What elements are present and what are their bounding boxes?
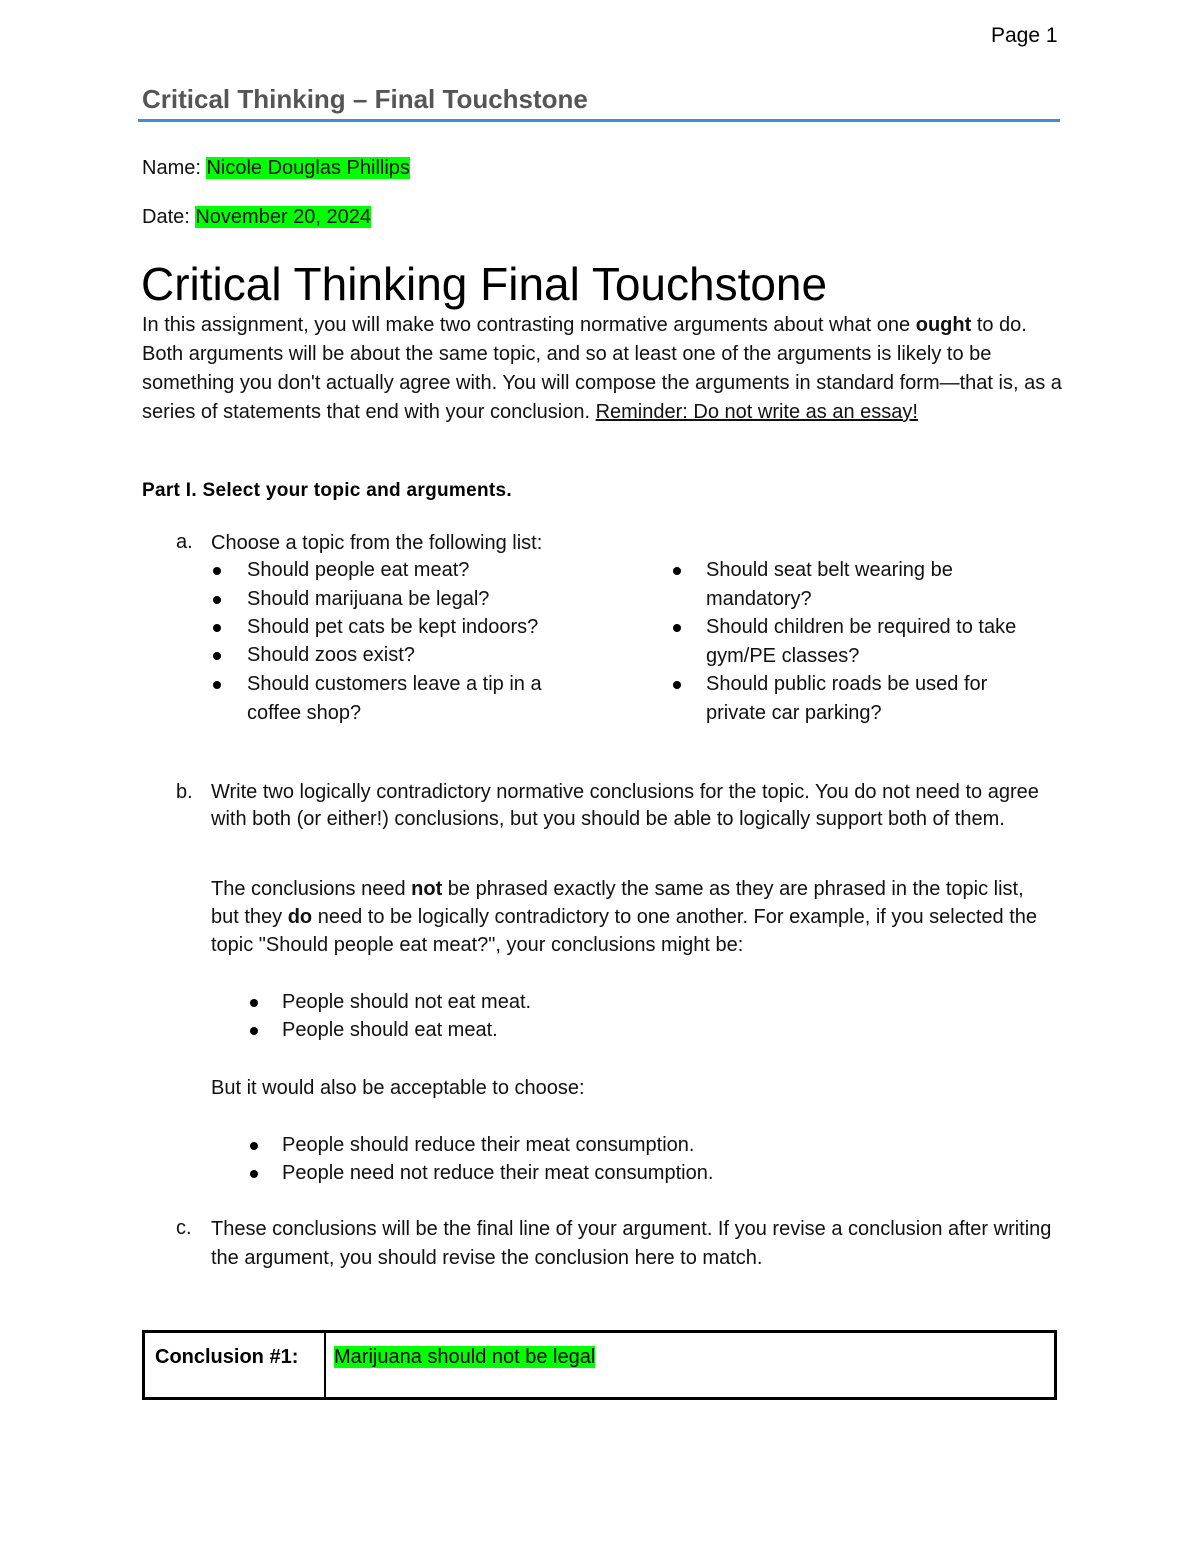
bullet-icon [673,624,681,632]
step-b-alt-text: But it would also be acceptable to choose: [211,1077,585,1099]
name-label: Name: [142,157,207,179]
topic-item: Should public roads be used for private car parking? [706,673,988,724]
topic-item: Should children be required to take gym/PE classes? [706,616,1017,667]
example-item: People should reduce their meat consumption. [282,1134,695,1156]
step-a-marker: a. [176,531,193,553]
step-c-marker: c. [176,1217,192,1239]
bullet-icon [213,681,221,689]
date-field [142,206,371,229]
step-b-text: Write two logically contradictory normative conclusions for the topic. You do not need to agree with both (or either!) conclusions, but you should be able to logically support both of them. [211,781,1039,830]
name-field [142,157,410,180]
bullet-icon [250,1170,258,1178]
part1-heading: Part I. Select your topic and arguments. [142,480,512,501]
topic-item: Should people eat meat? [247,559,470,581]
name-value: Nicole Douglas Phillips [206,157,410,179]
bullet-icon [213,596,221,604]
date-value: November 20, 2024 [195,206,372,228]
page-title: Critical Thinking Final Touchstone [141,258,828,310]
conclusion-label: Conclusion #1: [145,1333,326,1397]
header-divider [138,119,1060,122]
topic-item: Should marijuana be legal? [247,588,490,610]
bullet-icon [250,1027,258,1035]
topic-item: Should customers leave a tip in a coffee shop? [247,673,542,724]
topic-item: Should pet cats be kept indoors? [247,616,539,638]
step-b-marker: b. [176,781,193,803]
bullet-icon [250,999,258,1007]
step-a-text: Choose a topic from the following list: [211,532,543,554]
conclusion-cell[interactable] [326,1333,1054,1397]
example-item: People should eat meat. [282,1019,498,1041]
example-item: People need not reduce their meat consumption. [282,1162,714,1184]
bullet-icon [250,1142,258,1150]
step-b-explanation: The conclusions need not be phrased exactly the same as they are phrased in the topic list, but they do need to be logically contradictory to one another. For example, if you selected the topic "Should people eat meat?", your conclusions might be: [211,878,1038,956]
document-header: Critical Thinking – Final Touchstone [142,84,588,114]
topic-item: Should zoos exist? [247,644,415,666]
bullet-icon [213,652,221,660]
conclusion-table [142,1330,1057,1400]
bullet-icon [213,567,221,575]
bullet-icon [673,681,681,689]
step-c-text: These conclusions will be the final line of your argument. If you revise a conclusion after writing the argument, you should revise the conclusion here to match. [211,1218,1052,1269]
bullet-icon [213,624,221,632]
example-item: People should not eat meat. [282,991,532,1013]
page-number: Page 1 [991,24,1058,47]
reminder-text: Reminder: Do not write as an essay! [595,401,918,423]
intro-paragraph: In this assignment, you will make two contrasting normative arguments about what one ought to do. Both arguments will be about the same topic, and so at least one of the arguments is likely to be something you don't actually agree with. You will compose the arguments in standard form—that is, as a series of statements that end with your conclusion. Reminder: Do not write as an essay! [142,314,1062,423]
conclusion-value: Marijuana should not be legal [334,1346,596,1368]
topic-item: Should seat belt wearing be mandatory? [706,559,953,610]
date-label: Date: [142,206,196,228]
bullet-icon [673,567,681,575]
